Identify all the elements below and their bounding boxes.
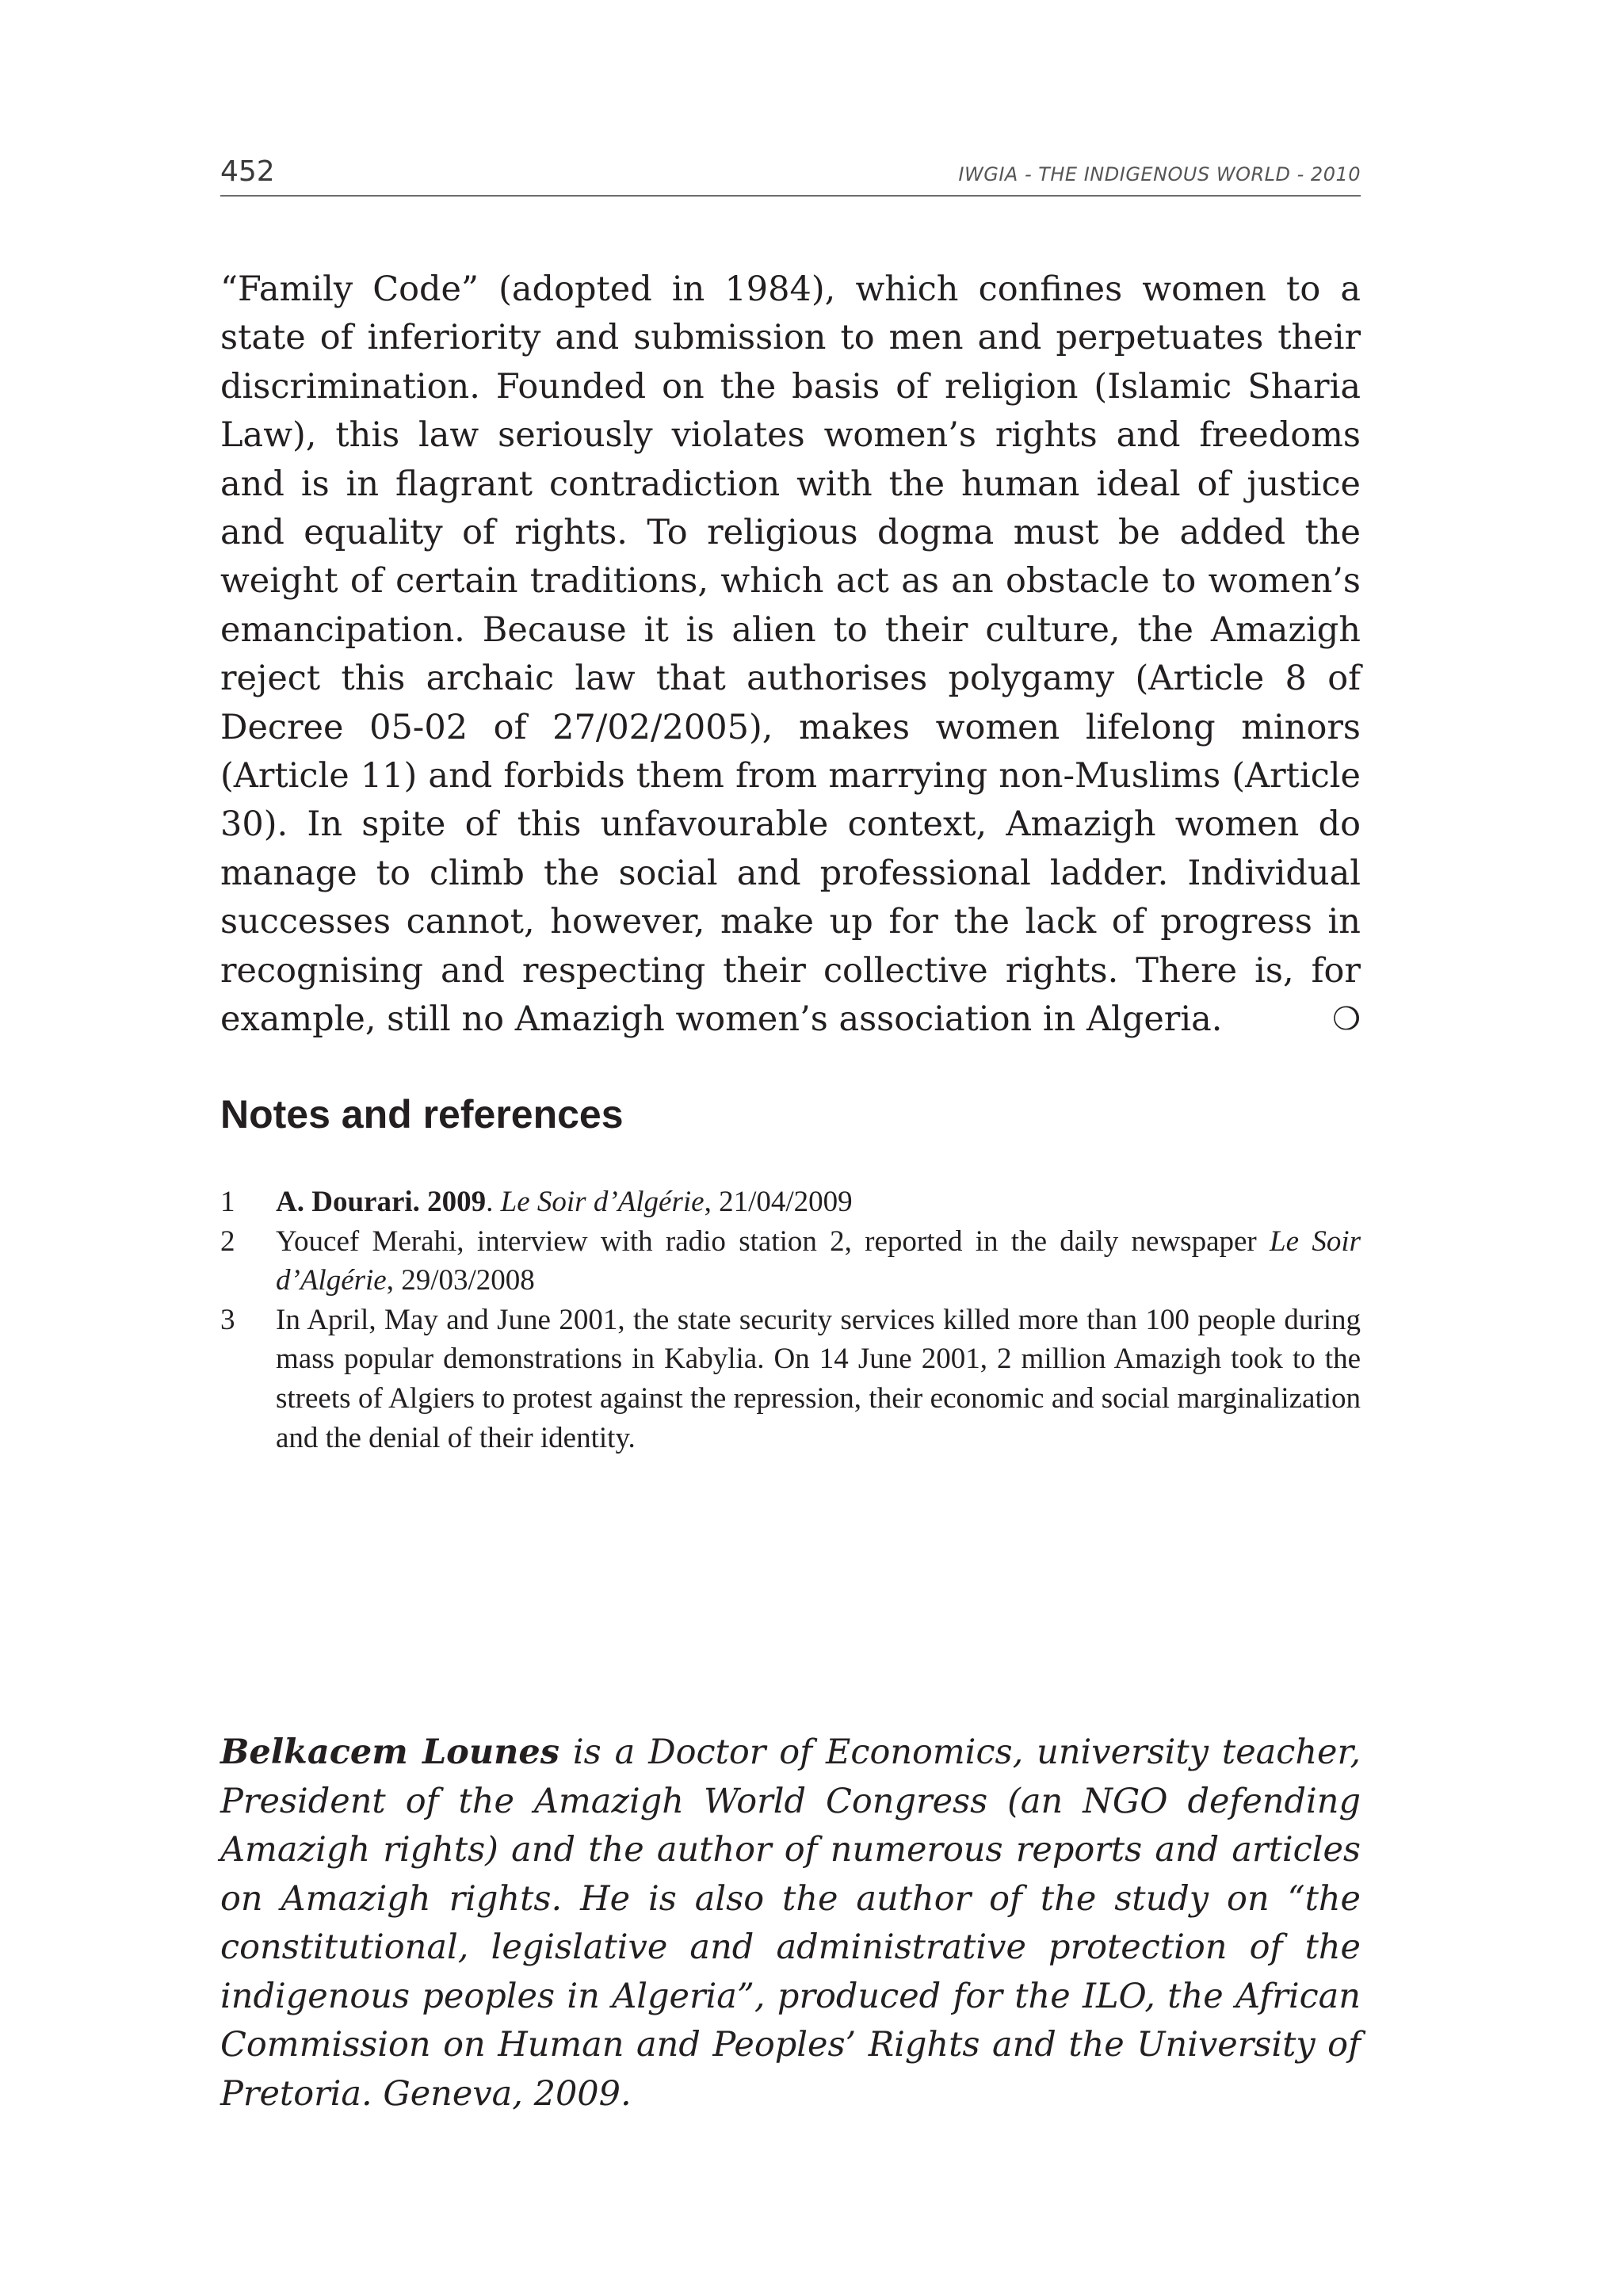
- page-number: 452: [220, 155, 275, 188]
- body-paragraph-text: “Family Code” (adopted in 1984), which confines women to a state of inferiority and submission to men and perpetuates their discrimination. Founded on the basis of religion (Islamic Sharia Law), this law seriously violates women’s rights and freedoms and is in flagrant contradiction with the human ideal of justice and equality of rights. To religious dogma must be added the weight of certain traditions, which act as an obstacle to women’s emancipation. Because it is alien to their culture, the Amazigh reject this archaic law that authorises polygamy (Article 8 of Decree 05-02 of 27/02/2005), makes women lifelong minors (Article 11) and forbids them from marrying non-Muslims (Article 30). In spite of this unfavourable context, Amazigh women do manage to climb the social and professional ladder. Individual successes cannot, however, make up for the lack of progress in recognising and respecting their collective rights. There is, for example, still no Amazigh women’s association in Algeria.: [220, 269, 1361, 1040]
- body-paragraph: [220, 266, 1361, 1045]
- end-of-article-mark-icon: ❍: [1332, 1001, 1361, 1038]
- note-author: A. Dourari. 2009: [276, 1186, 487, 1218]
- note-number: 2: [220, 1224, 235, 1258]
- note-source: Le Soir d’Algérie: [276, 1224, 1361, 1297]
- note-date: , 21/04/2009: [704, 1186, 853, 1218]
- note-date: , 29/03/2008: [386, 1264, 535, 1297]
- running-head: IWGIA - THE INDIGENOUS WORLD - 2010: [958, 163, 1361, 185]
- note-text: In April, May and June 2001, the state security services killed more than 100 people during mass popular demonstrations in Kabylia. On 14 June 2001, 2 million Amazigh took to the streets of Algiers to protest against the repression, their economic and social marginalization and the denial of their identity.: [276, 1303, 1361, 1454]
- notes-list: [220, 1182, 1361, 1457]
- note-item: [220, 1301, 1361, 1457]
- note-number: 3: [220, 1303, 235, 1336]
- author-name: Belkacem Lounes: [220, 1733, 559, 1772]
- note-item: [220, 1222, 1361, 1301]
- notes-heading: Notes and references: [220, 1092, 624, 1137]
- note-number: 1: [220, 1186, 235, 1218]
- note-source: Le Soir d’Algérie: [500, 1186, 705, 1218]
- author-bio: [220, 1729, 1361, 2118]
- author-bio-text: is a Doctor of Economics, university teacher, President of the Amazigh World Congress (an NGO defending Amazigh rights) and the author of numerous reports and articles on Amazigh rights. He is also the author of the study on “the constitutional, legislative and administrative protection of the indigenous peoples in Algeria”, produced for the ILO, the African Commission on Human and Peoples’ Rights and the University of Pretoria. Geneva, 2009.: [220, 1733, 1361, 2114]
- note-item: [220, 1182, 1361, 1222]
- note-separator: .: [486, 1186, 501, 1218]
- page-header: [220, 152, 1361, 197]
- note-text: Youcef Merahi, interview with radio station 2, reported in the daily newspaper: [276, 1224, 1270, 1258]
